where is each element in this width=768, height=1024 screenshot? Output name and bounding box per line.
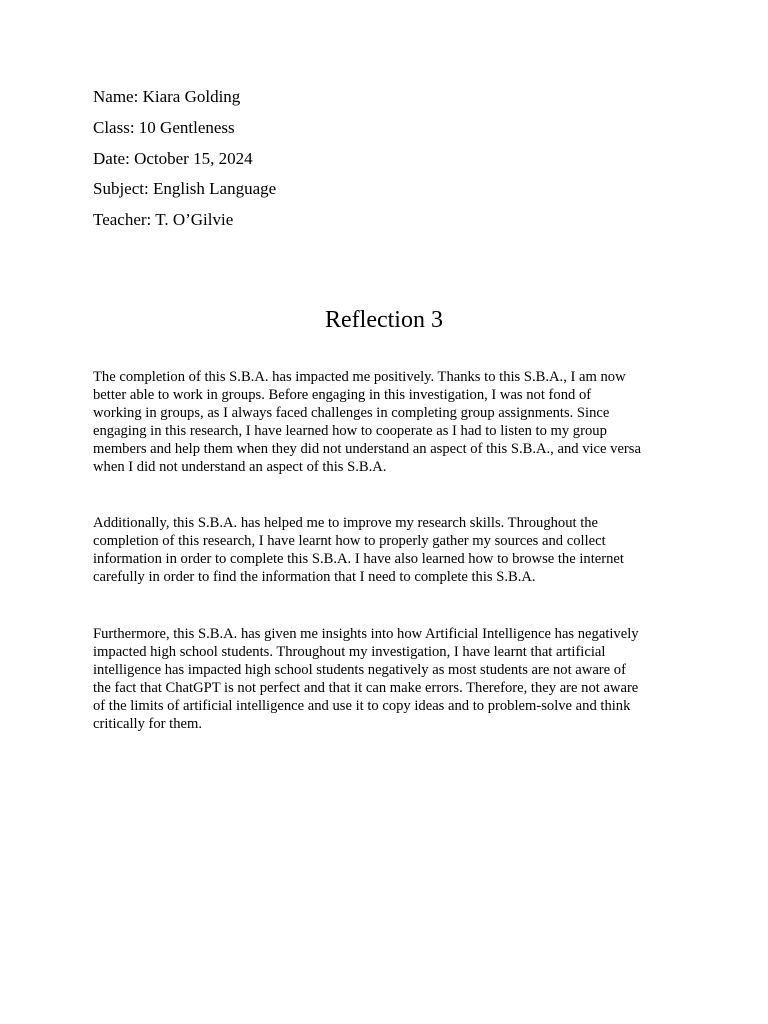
paragraph-2 bbox=[93, 514, 683, 586]
paragraph-3 bbox=[93, 625, 683, 733]
teacher: Teacher: T. O’Gilvie bbox=[93, 210, 234, 230]
student-name: Name: Kiara Golding bbox=[93, 87, 241, 106]
paragraph-1 bbox=[93, 368, 683, 476]
assignment-date: Date: October 15, 2024 bbox=[93, 148, 253, 168]
paragraph-1-text: The completion of this S.B.A. has impacted me positively. Thanks to this S.B.A., I am now better able to work in groups. Before engaging in this investigation, I was not fond of working in groups, as I always faced challenges in completing group assignments. Since engaging in this research, I have learned how to cooperate as I had to listen to my group members and help them when they did not understand an aspect of this S.B.A., and vice versa when I did not understand an aspect of this S.B.A. bbox=[93, 369, 641, 475]
student-info-block bbox=[93, 86, 693, 240]
subject: Subject: English Language bbox=[93, 179, 277, 199]
student-class: Class: 10 Gentleness bbox=[93, 117, 235, 137]
paragraph-2-text: Additionally, this S.B.A. has helped me to improve my research skills. Throughout the completion of this research, I have learnt how to properly gather my sources and collect information in order to complete this S.B.A. I have also learned how to browse the internet carefully in order to find the information that I need to complete this S.B.A. bbox=[93, 515, 624, 585]
document-title: Reflection 3 bbox=[325, 307, 443, 333]
paragraph-3-text: Furthermore, this S.B.A. has given me insights into how Artificial Intelligence has negatively impacted high school students. Throughout my investigation, I have learnt that artificial intelligence has impacted high school students negatively as most students are not aware of the fact that ChatGPT is not perfect and that it can make errors. Therefore, they are not aware of the limits of artificial intelligence and use it to copy ideas and to problem-solve and think critically for them. bbox=[93, 626, 639, 732]
